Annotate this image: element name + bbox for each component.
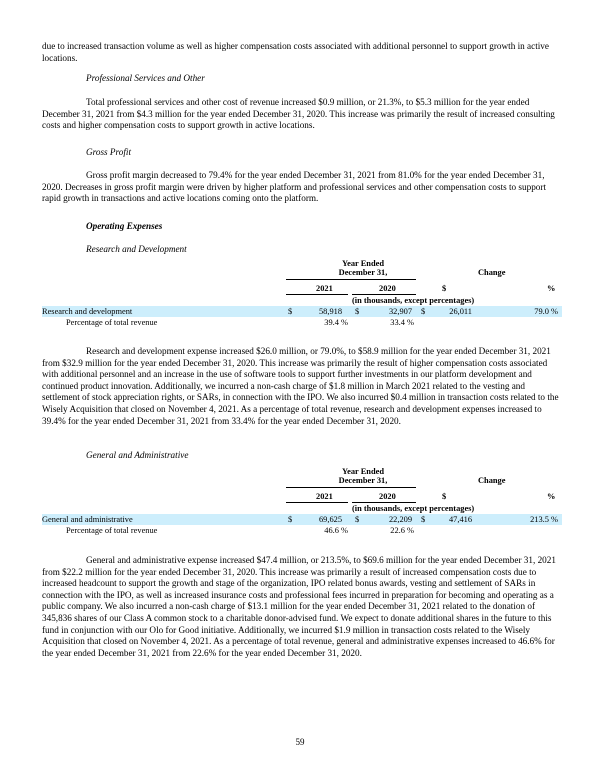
row-label: Percentage of total revenue xyxy=(66,526,158,535)
professional-services-paragraph: Total professional services and other cost of revenue increased $0.9 million, or 21.3%, to $5.3 million for the year ended December 31, 2021 from $4.3 million for the year ended December 31, 2020. This increase was primarily the result of increased consulting costs and higher compensation costs to support growth in active locations. xyxy=(42,97,555,131)
value-2020: 22,209 xyxy=(388,515,412,524)
currency-symbol: $ xyxy=(355,515,360,524)
table-row xyxy=(42,514,562,525)
table-row xyxy=(42,525,562,536)
rd-paragraph: Research and development expense increased $26.0 million, or 79.0%, to $58.9 million for the year ended December 31, 2021 from $32.9 million for the year ended December 31, 2020. This increase was primarily the result of higher compensation costs associated with additional personnel and an increase in the use of software tools to support further investments in our platform development and continued product innovation. Additionally, we incurred a non-cash charge of $1.8 million in March 2021 related to the vesting and settlement of stock appreciation rights, or SARs, in connection with the IPO. We also incurred $0.4 million in transaction costs related to the Wisely Acquisition that closed on November 4, 2021. As a percentage of total revenue, research and development expenses increased to 39.4% for the year ended December 31, 2021 from 33.4% for the year ended December 31, 2020. xyxy=(42,346,559,426)
units-note: (in thousands, except percentages) xyxy=(352,296,475,305)
year-ended-header: Year Ended xyxy=(342,259,384,268)
ga-heading: General and Administrative xyxy=(86,450,189,460)
page-number: 59 xyxy=(295,737,305,747)
professional-services-heading: Professional Services and Other xyxy=(86,73,205,83)
currency-symbol: $ xyxy=(288,515,293,524)
row-label: General and administrative xyxy=(42,515,133,524)
value-change-pct: 79.0 % xyxy=(534,307,558,316)
value-2021: 58,918 xyxy=(318,307,342,316)
col-2020-header: 2020 xyxy=(379,492,396,501)
gross-profit-heading: Gross Profit xyxy=(86,147,132,157)
currency-symbol: $ xyxy=(421,515,426,524)
currency-symbol: $ xyxy=(288,307,293,316)
operating-expenses-heading: Operating Expenses xyxy=(86,221,163,231)
col-pct-header: % xyxy=(547,492,556,501)
pct-2020: 33.4 % xyxy=(390,318,414,327)
currency-symbol: $ xyxy=(355,307,360,316)
change-header: Change xyxy=(478,268,506,277)
col-2021-header: 2021 xyxy=(316,492,333,501)
ga-paragraph: General and administrative expense increased $47.4 million, or 213.5%, to $69.6 million for the year ended December 31, 2021 from $22.2 million for the year ended December 31, 2020. This increase was primarily a result of increased compensation costs due to increased headcount to support the growth and stage of the organization, IPO related bonus awards, vesting and settlement of SARs in connection with the IPO, as well as increased insurance costs and professional fees incurred in preparation for becoming and operating as a public company. We also incurred a non-cash charge of $13.1 million for the year ended December 31, 2021 related to the donation of 345,836 shares of our Class A common stock to a charitable donor-advised fund. We expect to donate additional shares in the future to this fund in conjunction with our Olo for Good initiative. Additionally, we incurred $1.9 million in transaction costs related to the Wisely Acquisition that closed on November 4, 2021. As a percentage of total revenue, general and administrative expenses increased to 46.6% for the year ended December 31, 2021 from 22.6% for the year ended December 31, 2020. xyxy=(42,555,556,658)
col-2020-header: 2020 xyxy=(379,284,396,293)
rd-heading: Research and Development xyxy=(86,244,187,254)
value-change: 26,011 xyxy=(449,307,472,316)
table-row xyxy=(42,317,562,328)
intro-paragraph: due to increased transaction volume as well as higher compensation costs associated with additional personnel to support growth in active locations. xyxy=(42,41,549,63)
value-2020: 32,907 xyxy=(388,307,412,316)
value-change-pct: 213.5 % xyxy=(530,515,558,524)
pct-2021: 39.4 % xyxy=(324,318,348,327)
change-header: Change xyxy=(478,476,506,485)
year-ended-header: Year Ended xyxy=(342,467,384,476)
table-row xyxy=(42,306,562,317)
december-header: December 31, xyxy=(338,476,388,485)
col-dollar-header: $ xyxy=(442,284,447,293)
value-change: 47,416 xyxy=(448,515,472,524)
pct-2020: 22.6 % xyxy=(390,526,414,535)
col-2021-header: 2021 xyxy=(316,284,333,293)
gross-profit-paragraph: Gross profit margin decreased to 79.4% for the year ended December 31, 2021 from 81.0% for the year ended December 31, 2020. Decreases in gross profit margin were driven by higher platform and professional services and other compensation costs to support rapid growth in transactions and active locations coming onto the platform. xyxy=(42,170,546,204)
value-2021: 69,625 xyxy=(318,515,342,524)
col-pct-header: % xyxy=(547,284,556,293)
currency-symbol: $ xyxy=(421,307,426,316)
pct-2021: 46.6 % xyxy=(324,526,348,535)
units-note: (in thousands, except percentages) xyxy=(352,504,475,513)
december-header: December 31, xyxy=(338,268,388,277)
row-label: Research and development xyxy=(42,307,133,316)
row-label: Percentage of total revenue xyxy=(66,318,158,327)
col-dollar-header: $ xyxy=(442,492,447,501)
